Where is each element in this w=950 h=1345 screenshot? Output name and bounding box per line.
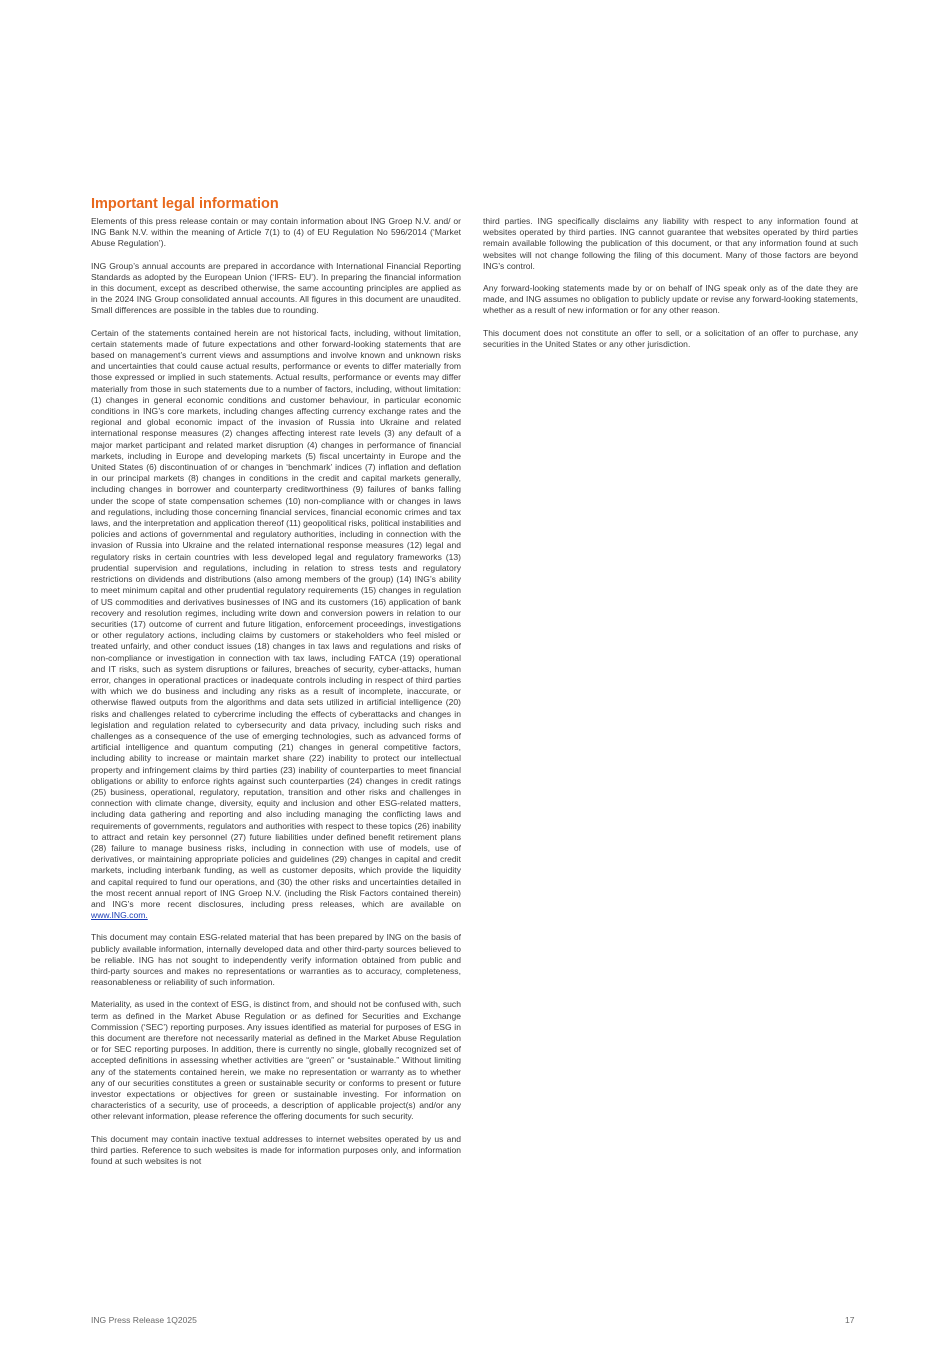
paragraph-no-update: Any forward-looking statements made by or on behalf of ING speak only as of the date they are made, and ING assumes no obligation to publicly update or revise any forward-looking statements, whether as a result of new information or for any other reason.	[483, 283, 858, 316]
paragraph-websites: This document may contain inactive textual addresses to internet websites operated by us and third parties. Reference to such websites is made for information purposes only, and information found at such websites is not	[91, 1133, 461, 1167]
page-title: Important legal information	[91, 196, 279, 212]
paragraph-no-offer: This document does not constitute an offer to sell, or a solicitation of an offer to purchase, any securities in the United States or any other jurisdiction.	[483, 327, 858, 349]
ing-website-link[interactable]: www.ING.com.	[91, 910, 148, 921]
paragraph-forward-looking-text: Certain of the statements contained herein are not historical facts, including, without limitation, certain statements made of future expectations and other forward-looking statements that are based on management’s current views and assumptions and involve known and unknown risks and uncertainties that could cause actual results, performance or events to differ materially from those expressed or implied in such statements. Actual results, performance or events may differ materially from those in such statements due to a number of factors, including, without limitation: (1) changes in general economic conditions and customer behaviour, in particular economic conditions in ING’s core markets, including changes affecting currency exchange rates and the regional and global economic impact of the invasion of Russia into Ukraine and related international response measures (2) changes affecting interest rate levels (3) any default of a major market participant and related market disruption (4) changes in performance of financial markets, including in Europe and developing markets (5) fiscal uncertainty in Europe and the United States (6) discontinuation of or changes in ‘benchmark’ indices (7) inflation and deflation in our principal markets (8) changes in conditions in the credit and capital markets generally, including changes in borrower and counterparty creditworthiness (9) failures of banks falling under the scope of state compensation schemes (10) non-compliance with or changes in laws and regulations, including those concerning financial services, financial economic crimes and tax laws, and the interpretation and application thereof (11) geopolitical risks, political instabilities and policies and actions of governmental and regulatory authorities, including in connection with the invasion of Russia into Ukraine and the related international response measures (12) legal and regulatory risks in certain countries with less developed legal and regulatory frameworks (13) prudential supervision and regulations, including in relation to stress tests and regulatory restrictions on dividends and distributions (also among members of the group) (14) ING’s ability to meet minimum capital and other prudential regulatory requirements (15) changes in regulation of US commodities and derivatives businesses of ING and its customers (16) application of bank recovery and resolution regimes, including write down and conversion powers in relation to our securities (17) outcome of current and future litigation, enforcement proceedings, investigations or other regulatory actions, including claims by customers or stakeholders who feel misled or treated unfairly, and other conduct issues (18) changes in tax laws and regulations and risks of non-compliance or investigation in connection with tax laws, including FATCA (19) operational and IT risks, such as system disruptions or failures, breaches of security, cyber-attacks, human error, changes in operational practices or inadequate controls including in respect of third parties with which we do business and including any risks as a result of incomplete, inaccurate, or otherwise flawed outputs from the algorithms and data sets utilized in artificial intelligence (20) risks and challenges related to cybercrime including the effects of cyberattacks and changes in legislation and regulation related to cybersecurity and data privacy, including such risks and challenges as a consequence of the use of emerging technologies, such as advanced forms of artificial intelligence and quantum computing (21) changes in general competitive factors, including ability to increase or maintain market share (22) inability to protect our intellectual property and infringement claims by third parties (23) inability of counterparties to meet financial obligations or ability to enforce rights against such counterparties (24) changes in credit ratings (25) business, operational, regulatory, reputation, transition and other risks and challenges in connection with climate change, diversity, equity and inclusion and other ESG-related matters, including data gathering and reporting and also including managing the conflicting laws and requirements of governments, regulators and authorities with respect to these topics (26) inability to attract and retain key personnel (27) future liabilities under defined benefit retirement plans (28) failure to manage business risks, including in connection with use of models, use of derivatives, or maintaining appropriate policies and guidelines (29) changes in capital and credit markets, including interbank funding, as well as customer deposits, which provide the liquidity and capital required to fund our operations, and (30) the other risks and uncertainties detailed in the most recent annual report of ING Groep N.V. (including the Risk Factors contained therein) and ING’s more recent disclosures, including press releases, which are available on	[91, 327, 461, 909]
paragraph-ifrs: ING Group’s annual accounts are prepared in accordance with International Financial Reporting Standards as adopted by the European Union (‘IFRS- EU’). In preparing the financial information in this document, except as described otherwise, the same accounting principles are applied as in the 2024 ING Group consolidated annual accounts. All figures in this document are unaudited. Small differences are possible in the tables due to rounding.	[91, 260, 461, 316]
footer-document-title: ING Press Release 1Q2025	[91, 1315, 197, 1325]
right-text-column	[483, 216, 858, 361]
paragraph-third-parties: third parties. ING specifically disclaims any liability with respect to any information found at websites operated by third parties. ING cannot guarantee that websites operated by third parties remain available following the publication of this document, or that any information found at such websites will not change following the filing of this document. Many of those factors are beyond ING’s control.	[483, 216, 858, 271]
left-text-column	[91, 216, 461, 1178]
page-number: 17	[845, 1315, 855, 1325]
paragraph-forward-looking	[91, 328, 461, 922]
paragraph-market-abuse: Elements of this press release contain or may contain information about ING Groep N.V. and/ or ING Bank N.V. within the meaning of Article 7(1) to (4) of EU Regulation No 596/2014 (‘Market Abuse Regulation’).	[91, 216, 461, 249]
paragraph-materiality: Materiality, as used in the context of ESG, is distinct from, and should not be confused with, such term as defined in the Market Abuse Regulation or as defined for Securities and Exchange Commission (‘SEC’) reporting purposes. Any issues identified as material for purposes of ESG in this document are therefore not necessarily material as defined in the Market Abuse Regulation or for SEC reporting purposes. In addition, there is currently no single, globally recognized set of accepted definitions in assessing whether activities are “green” or “sustainable.” Without limiting any of the statements contained herein, we make no representation or warranty as to whether any of our securities constitutes a green or sustainable security or conforms to present or future investor expectations or objectives for green or sustainable investing. For information on characteristics of a security, use of proceeds, a description of applicable project(s) and/or any other relevant information, please reference the offering documents for such security.	[91, 999, 461, 1122]
paragraph-esg-material: This document may contain ESG-related material that has been prepared by ING on the basis of publicly available information, internally developed data and other third-party sources believed to be reliable. ING has not sought to independently verify information obtained from public and third-party sources and makes no representations or warranties as to accuracy, completeness, reasonableness or reliability of such information.	[91, 932, 461, 988]
